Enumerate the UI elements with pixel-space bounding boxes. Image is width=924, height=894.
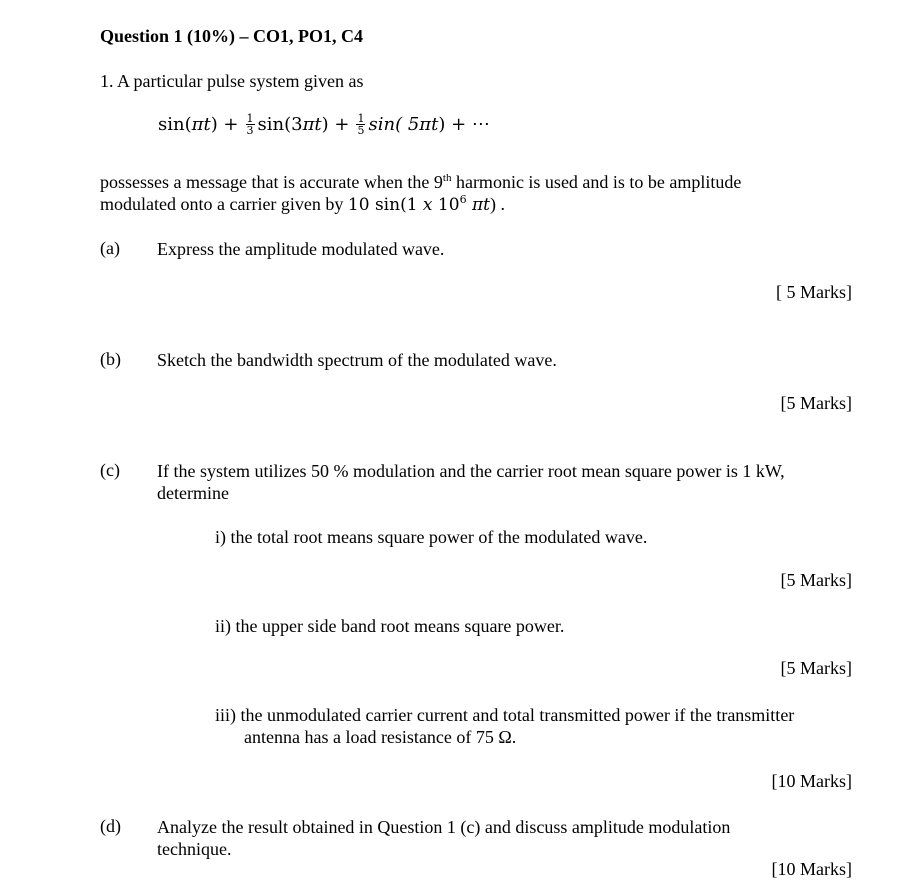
pulse-formula	[158, 113, 490, 136]
fraction-one-fifth	[356, 113, 365, 136]
text-run: modulated onto a carrier given by	[100, 194, 348, 214]
part-a-marks: [ 5 Marks]	[776, 282, 852, 302]
part-b-text: Sketch the bandwidth spectrum of the modulated wave.	[157, 350, 557, 370]
formula-term1-var: πt	[191, 114, 211, 135]
part-c-ii-marks: [5 Marks]	[780, 658, 852, 678]
text-run: possesses a message that is accurate when the 9	[100, 172, 443, 192]
paragraph-line: Analyze the result obtained in Question 1 (c) and discuss amplitude modulation	[157, 817, 731, 837]
math-x: x	[422, 195, 433, 215]
fraction-one-third	[246, 113, 255, 136]
intro-text: 1. A particular pulse system given as	[100, 71, 364, 91]
question-title: Question 1 (10%) – CO1, PO1, C4	[100, 26, 363, 46]
fraction-denominator: 5	[357, 124, 365, 137]
fraction-numerator: 1	[357, 112, 365, 125]
message-paragraph	[100, 171, 741, 216]
part-b-label: (b)	[100, 349, 121, 369]
part-d-text	[157, 816, 730, 860]
formula-term1-close: ) +	[210, 114, 239, 135]
formula-term3: sin( 5	[368, 114, 420, 135]
math-run: 10	[432, 195, 460, 215]
carrier-expression	[348, 195, 490, 215]
part-c-iii-line1: iii) the unmodulated carrier current and total transmitted power if the transmitter	[215, 705, 795, 725]
part-d-label: (d)	[100, 816, 121, 836]
paragraph-line	[100, 193, 741, 216]
formula-term3-close: ) + ⋯	[438, 114, 490, 135]
part-a-text: Express the amplitude modulated wave.	[157, 239, 445, 259]
part-c-iii-marks: [10 Marks]	[771, 771, 852, 791]
fraction-numerator: 1	[246, 112, 254, 125]
text-run: ) .	[489, 194, 505, 214]
superscript: th	[442, 172, 452, 184]
part-c-ii-text: ii) the upper side band root means square power.	[215, 616, 565, 636]
part-d-marks: [10 Marks]	[771, 859, 852, 879]
part-c-label: (c)	[100, 460, 120, 480]
fraction-denominator: 3	[246, 124, 254, 137]
math-run: 10 sin(1	[347, 195, 423, 215]
formula-term3-var: πt	[419, 114, 439, 135]
part-b-marks: [5 Marks]	[780, 393, 852, 413]
paragraph-line: If the system utilizes 50 % modulation and the carrier root mean square power is 1 kW,	[157, 461, 785, 481]
formula-term2: sin(3	[257, 114, 303, 135]
part-a-label: (a)	[100, 238, 120, 258]
formula-term1: sin(	[158, 114, 192, 135]
part-c-i-text: i) the total root means square power of the modulated wave.	[215, 527, 648, 547]
part-c-i-marks: [5 Marks]	[780, 570, 852, 590]
paragraph-line: determine	[157, 483, 229, 503]
paragraph-line	[100, 171, 741, 193]
paragraph-line: technique.	[157, 839, 232, 859]
formula-term2-var: πt	[302, 114, 322, 135]
text-run: harmonic is used and is to be amplitude	[451, 172, 742, 192]
formula-term2-close: ) +	[321, 114, 350, 135]
part-c-iii-line2: antenna has a load resistance of 75 Ω.	[244, 727, 517, 747]
superscript: 6	[459, 193, 467, 206]
math-var: πt	[466, 195, 490, 215]
part-c-text	[157, 460, 785, 504]
